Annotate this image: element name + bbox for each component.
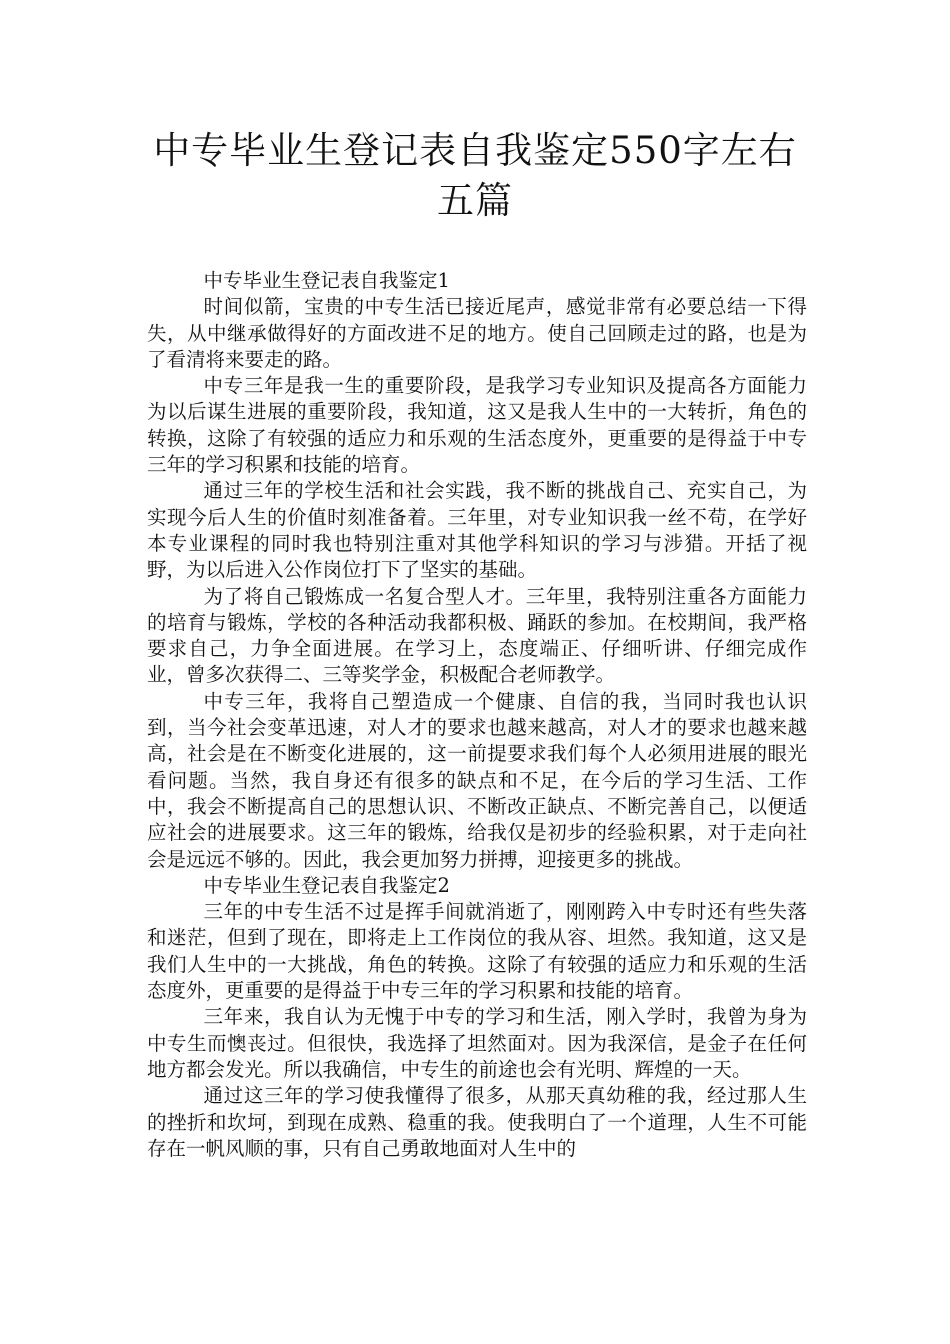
body-paragraph: 三年的中专生活不过是挥手间就消逝了，刚刚跨入中专时还有些失落和迷茫，但到了现在，即将走上工作岗位的我从容、坦然。我知道，这又是我们人生中的一大挑战，角色的转换。这除了有较强的适应力和乐观的生活态度外，更重要的是得益于中专三年的学习积累和技能的培育。 bbox=[147, 900, 807, 1003]
body-paragraph: 三年来，我自认为无愧于中专的学习和生活，刚入学时，我曾为身为中专生而懊丧过。但很快，我选择了坦然面对。因为我深信，是金子在任何地方都会发光。所以我确信，中专生的前途也会有光明、辉煌的一天。 bbox=[147, 1005, 807, 1081]
body-paragraph: 中专三年，我将自己塑造成一个健康、自信的我，当同时我也认识到，当今社会变革迅速，对人才的要求也越来越高，对人才的要求也越来越高，社会是在不断变化进展的，这一前提要求我们每个人必须用进展的眼光看问题。当然，我自身还有很多的缺点和不足，在今后的学习生活、工作中，我会不断提高自己的思想认识、不断改正缺点、不断完善自己，以便适应社会的进展要求。这三年的锻炼，给我仅是初步的经验积累，对于走向社会是远远不够的。因此，我会更加努力拼搏，迎接更多的挑战。 bbox=[147, 689, 807, 871]
body-paragraph: 通过这三年的学习使我懂得了很多，从那天真幼稚的我，经过那人生的挫折和坎坷，到现在成熟、稳重的我。使我明白了一个道理，人生不可能存在一帆风顺的事，只有自己勇敢地面对人生中的 bbox=[147, 1084, 807, 1160]
section-heading: 中专毕业生登记表自我鉴定1 bbox=[203, 269, 450, 292]
body-paragraph: 为了将自己锻炼成一名复合型人才。三年里，我特别注重各方面能力的培育与锻炼，学校的各种活动我都积极、踊跃的参加。在校期间，我严格要求自己，力争全面进展。在学习上，态度端正、仔细听讲、仔细完成作业，曾多次获得二、三等奖学金，积极配合老师教学。 bbox=[147, 584, 807, 687]
body-paragraph: 时间似箭，宝贵的中专生活已接近尾声，感觉非常有必要总结一下得失，从中继承做得好的方面改进不足的地方。使自己回顾走过的路，也是为了看清将来要走的路。 bbox=[147, 295, 807, 371]
body-paragraph: 通过三年的学校生活和社会实践，我不断的挑战自己、充实自己，为实现今后人生的价值时刻准备着。三年里，对专业知识我一丝不苟，在学好本专业课程的同时我也特别注重对其他学科知识的学习与涉猎。开括了视野，为以后进入公作岗位打下了坚实的基础。 bbox=[147, 479, 807, 582]
section-heading: 中专毕业生登记表自我鉴定2 bbox=[203, 873, 450, 897]
body-paragraph: 中专三年是我一生的重要阶段，是我学习专业知识及提高各方面能力为以后谋生进展的重要阶段，我知道，这又是我人生中的一大转折，角色的转换，这除了有较强的适应力和乐观的生活态度外，更重要的是得益于中专三年的学习积累和技能的培育。 bbox=[147, 374, 807, 477]
document-title: 中专毕业生登记表自我鉴定550字左右五篇 bbox=[153, 129, 797, 222]
document-body bbox=[147, 268, 807, 1162]
